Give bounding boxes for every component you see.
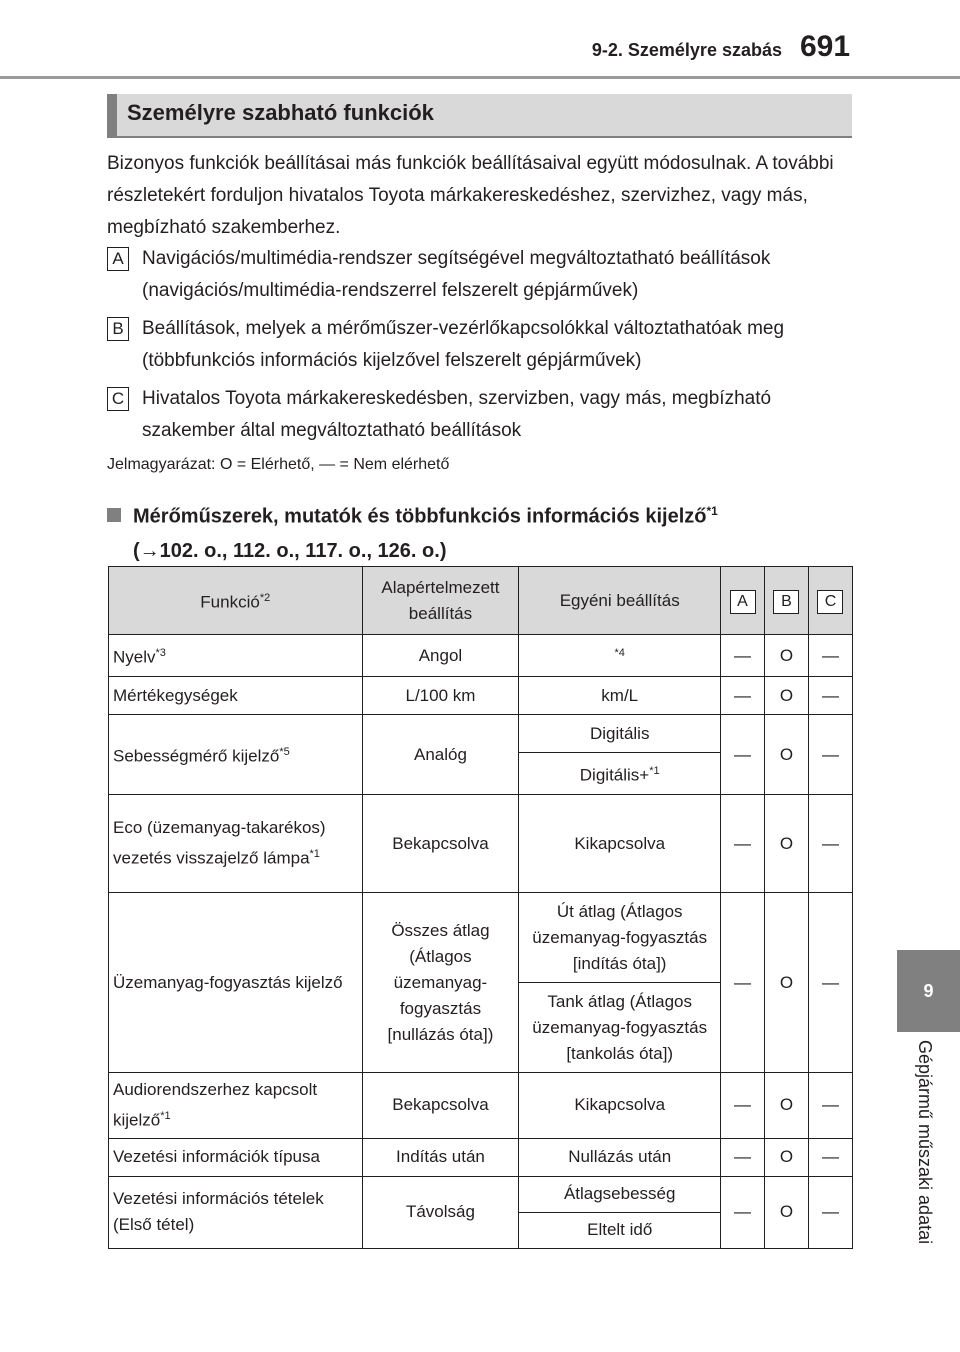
cell-c: — xyxy=(808,1176,852,1248)
cell-b: O xyxy=(765,677,809,715)
cell-function xyxy=(109,635,363,677)
cell-custom: Tank átlag (Átlagos üzemanyag-fogyasztás [tankolás óta]) xyxy=(519,983,721,1073)
table-row xyxy=(109,1138,853,1176)
page-number: 691 xyxy=(800,30,851,63)
cell-custom: Eltelt idő xyxy=(519,1212,721,1248)
settings-table xyxy=(108,566,853,1249)
cell-c: — xyxy=(808,1138,852,1176)
cell-function: Vezetési információk típusa xyxy=(109,1138,363,1176)
cell-function-text: Sebességmérő kijelző xyxy=(113,746,280,766)
cell-default: Bekapcsolva xyxy=(362,1073,519,1139)
cell-default: Távolság xyxy=(362,1176,519,1248)
cell-a: — xyxy=(721,635,765,677)
header-default: Alapértelmezett beállítás xyxy=(362,567,519,635)
footnote-ref: *1 xyxy=(309,848,320,861)
square-bullet-icon xyxy=(107,508,121,522)
cell-a: — xyxy=(721,715,765,795)
cell-default: Összes átlag (Átlagos üzemanyag-fogyasztás [nullázás óta]) xyxy=(362,893,519,1073)
table-row xyxy=(109,635,853,677)
label-box-c: C xyxy=(107,387,129,411)
cell-b: O xyxy=(765,893,809,1073)
cell-b: O xyxy=(765,1073,809,1139)
table-row xyxy=(109,677,853,715)
header-function xyxy=(109,567,363,635)
subsection-heading-line1: Mérőműszerek, mutatók és többfunkciós információs kijelző xyxy=(133,505,707,528)
chapter-title-vertical: Gépjármű műszaki adatai xyxy=(915,1040,935,1245)
label-box-b: B xyxy=(107,317,129,341)
footnote-ref: *1 xyxy=(649,765,660,778)
cell-default: Analóg xyxy=(362,715,519,795)
cell-a: — xyxy=(721,1073,765,1139)
cell-b: O xyxy=(765,715,809,795)
cell-a: — xyxy=(721,1176,765,1248)
cell-default: Bekapcsolva xyxy=(362,795,519,893)
table-row xyxy=(109,795,853,893)
cell-default: Indítás után xyxy=(362,1138,519,1176)
header-divider xyxy=(0,76,960,79)
table-row xyxy=(109,715,853,753)
footnote-ref: *1 xyxy=(160,1110,171,1122)
cell-c: — xyxy=(808,677,852,715)
cell-function xyxy=(109,1073,363,1139)
footnote-ref: *2 xyxy=(259,592,271,605)
cell-c: — xyxy=(808,795,852,893)
footnote-ref: *1 xyxy=(706,504,718,518)
label-box-b: B xyxy=(773,590,799,614)
footnote-ref: *4 xyxy=(614,647,625,660)
cell-c: — xyxy=(808,893,852,1073)
subsection-heading xyxy=(107,494,852,568)
cell-custom: Digitális xyxy=(519,715,721,753)
cell-c: — xyxy=(808,715,852,795)
cell-function: Mértékegységek xyxy=(109,677,363,715)
cell-default: Angol xyxy=(362,635,519,677)
cell-b: O xyxy=(765,795,809,893)
cell-function xyxy=(109,795,363,893)
cell-b: O xyxy=(765,1138,809,1176)
running-header-title: 9-2. Személyre szabás xyxy=(591,40,782,60)
cell-function xyxy=(109,715,363,795)
cell-b: O xyxy=(765,635,809,677)
section-heading-bar xyxy=(107,94,852,138)
label-box-a: A xyxy=(730,590,756,614)
cell-default: L/100 km xyxy=(362,677,519,715)
cell-custom: Út átlag (Átlagos üzemanyag-fogyasztás [indítás óta]) xyxy=(519,893,721,983)
cell-custom: Kikapcsolva xyxy=(519,1073,721,1139)
cell-custom xyxy=(519,635,721,677)
cell-a: — xyxy=(721,677,765,715)
table-row xyxy=(109,893,853,983)
legend-item-c-text: Hivatalos Toyota márkakereskedésben, szervizben, vagy más, megbízható szakember által megváltoztatható beállítások xyxy=(142,388,772,441)
cell-function-text: Eco (üzemanyag-takarékos) vezetés visszajelző lámpa xyxy=(113,818,326,868)
header-b xyxy=(765,567,809,635)
cell-custom: Kikapcsolva xyxy=(519,795,721,893)
cell-function: Vezetési információs tételek (Első tétel) xyxy=(109,1176,363,1248)
cell-custom xyxy=(519,753,721,795)
header-a xyxy=(721,567,765,635)
table-row xyxy=(109,1176,853,1212)
header-custom: Egyéni beállítás xyxy=(519,567,721,635)
label-box-a: A xyxy=(107,247,129,271)
label-box-c: C xyxy=(817,590,843,614)
subsection-heading-line2: (→102. o., 112. o., 117. o., 126. o.) xyxy=(133,539,447,562)
cell-function-text: Nyelv xyxy=(113,647,156,667)
cell-a: — xyxy=(721,795,765,893)
intro-paragraph: Bizonyos funkciók beállításai más funkciók beállításaival együtt módosulnak. A további részletekért forduljon hivatalos Toyota márkakereskedéshez, szervizhez, vagy más, megbízható szakemberhez. xyxy=(107,153,834,238)
chapter-tab: 9 xyxy=(897,950,960,1032)
table-row xyxy=(109,1073,853,1139)
cell-c: — xyxy=(808,635,852,677)
cell-a: — xyxy=(721,893,765,1073)
cell-function: Üzemanyag-fogyasztás kijelző xyxy=(109,893,363,1073)
cell-function-text: Audiorendszerhez kapcsolt kijelző xyxy=(113,1080,318,1130)
cell-b: O xyxy=(765,1176,809,1248)
legend-item-b-text: Beállítások, melyek a mérőműszer-vezérlőkapcsolókkal változtathatóak meg (többfunkciós információs kijelzővel felszerelt gépjárművek) xyxy=(142,318,785,371)
header-c xyxy=(808,567,852,635)
header-function-label: Funkció xyxy=(200,592,260,612)
cell-a: — xyxy=(721,1138,765,1176)
legend-item-a-text: Navigációs/multimédia-rendszer segítségével megváltoztatható beállítások (navigációs/multimédia-rendszerrel felszerelt gépjárművek) xyxy=(142,248,771,301)
cell-custom: km/L xyxy=(519,677,721,715)
footnote-ref: *3 xyxy=(155,647,166,660)
footnote-ref: *5 xyxy=(279,746,290,759)
symbol-legend: Jelmagyarázat: O = Elérhető, — = Nem elérhető xyxy=(107,456,450,473)
cell-custom: Nullázás után xyxy=(519,1138,721,1176)
section-title: Személyre szabható funkciók xyxy=(127,100,434,125)
cell-c: — xyxy=(808,1073,852,1139)
cell-custom-text: Digitális+ xyxy=(579,765,650,785)
cell-custom: Átlagsebesség xyxy=(519,1176,721,1212)
